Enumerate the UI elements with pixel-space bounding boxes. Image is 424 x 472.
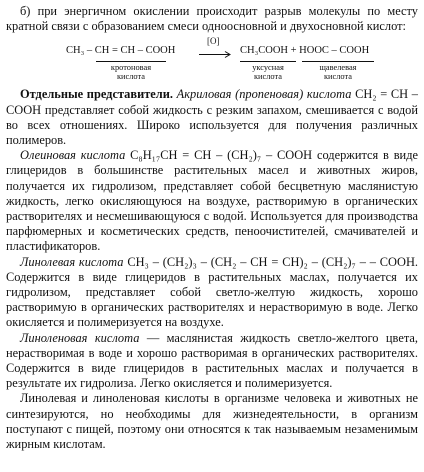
equation-products: CH₃COOH + HOOC – COOH bbox=[240, 45, 370, 57]
acrylic-acid-paragraph bbox=[6, 87, 418, 148]
acrylic-acid-name: Акриловая (пропеновая) кислота bbox=[176, 87, 352, 102]
product1-label-line1: уксусная bbox=[252, 63, 284, 73]
linoleic-acid-paragraph bbox=[6, 255, 418, 331]
intro-paragraph: б) при энергичном окислении происходит разрыв молекулы по месту кратной связи с образованием смеси одноосновной и двухосновной кислот: bbox=[6, 4, 418, 34]
product2-label bbox=[302, 61, 374, 81]
linoleic-acid-name: Линолевая кислота bbox=[20, 254, 124, 269]
section-heading: Отдельные представители. bbox=[20, 87, 173, 102]
acrylic-acid-formula: CH₂ = CH – COOH bbox=[6, 87, 418, 117]
oleic-acid-name: Олеиновая кислота bbox=[20, 148, 126, 163]
oxidation-equation bbox=[6, 35, 418, 87]
product2-label-line1: щавелевая bbox=[319, 63, 357, 73]
linolenic-acid-text: — маслянистая жидкость светло-желтого цвета, нерастворимая в воде и хорошо растворимая в органических растворителях. Содержится в виде глицеридов в растительных маслах и получается в результате их гидролиза. Легко окисляется и полимеризуется. bbox=[6, 330, 418, 391]
linoleic-acid-text: Содержится в виде глицеридов в растительных маслах, получается их гидролизом, представляет собой светло-желтую жидкость, хорошо растворимую в органических растворителях и нерастворимую в воде. Легко окисляется и полимеризуется на воздухе. bbox=[6, 269, 418, 330]
acrylic-acid-text: представляет собой жидкость с резким запахом, смешивается с водой во всех отношениях. Широко используется для получения различных полимеров. bbox=[6, 102, 418, 148]
oleic-acid-text: содержится в виде глицеридов в большинстве растительных масел и животных жиров, получается их гидролизом, представляет собой бесцветную маслянистую жидкость, легко окисляющуюся на воздухе, растворимую в органических растворителях и несмешивающуюся с водой. Используется для производства парфюмерных и косметических средств, пеноочистителей, смачивателей и пластификаторов. bbox=[6, 148, 418, 254]
product1-label-line2: кислота bbox=[253, 72, 282, 82]
reactant-label-line2: кислота bbox=[116, 72, 145, 82]
equation-oxidant: [O] bbox=[207, 36, 220, 47]
oleic-acid-paragraph bbox=[6, 148, 418, 254]
reactant-label bbox=[96, 61, 166, 81]
linolenic-acid-paragraph bbox=[6, 331, 418, 392]
product2-label-line2: кислота bbox=[323, 72, 352, 82]
linoleic-acid-formula: CH₃ – (CH₂)₃ – (CH₂ – CH = CH)₂ – (CH₂)₇ – – COOH. bbox=[127, 254, 418, 269]
product1-label bbox=[240, 61, 296, 81]
equation-reactant: CH₃ – CH = CH – COOH bbox=[66, 45, 176, 57]
reactant-label-line1: кротоновая bbox=[110, 63, 152, 73]
oleic-acid-formula: C₈H₁₇CH = CH – (CH₂)₇ – COOH bbox=[130, 148, 313, 163]
linolenic-acid-name: Линоленовая кислота bbox=[20, 330, 140, 345]
essential-acids-paragraph: Линолевая и линоленовая кислоты в организме человека и животных не синтезируются, но необходимы для жизнедеятельности, в организм поступают с пищей, поэтому они относятся к так называемым незаменимым жирным кислотам. bbox=[6, 391, 418, 452]
reaction-arrow-icon bbox=[199, 50, 232, 59]
